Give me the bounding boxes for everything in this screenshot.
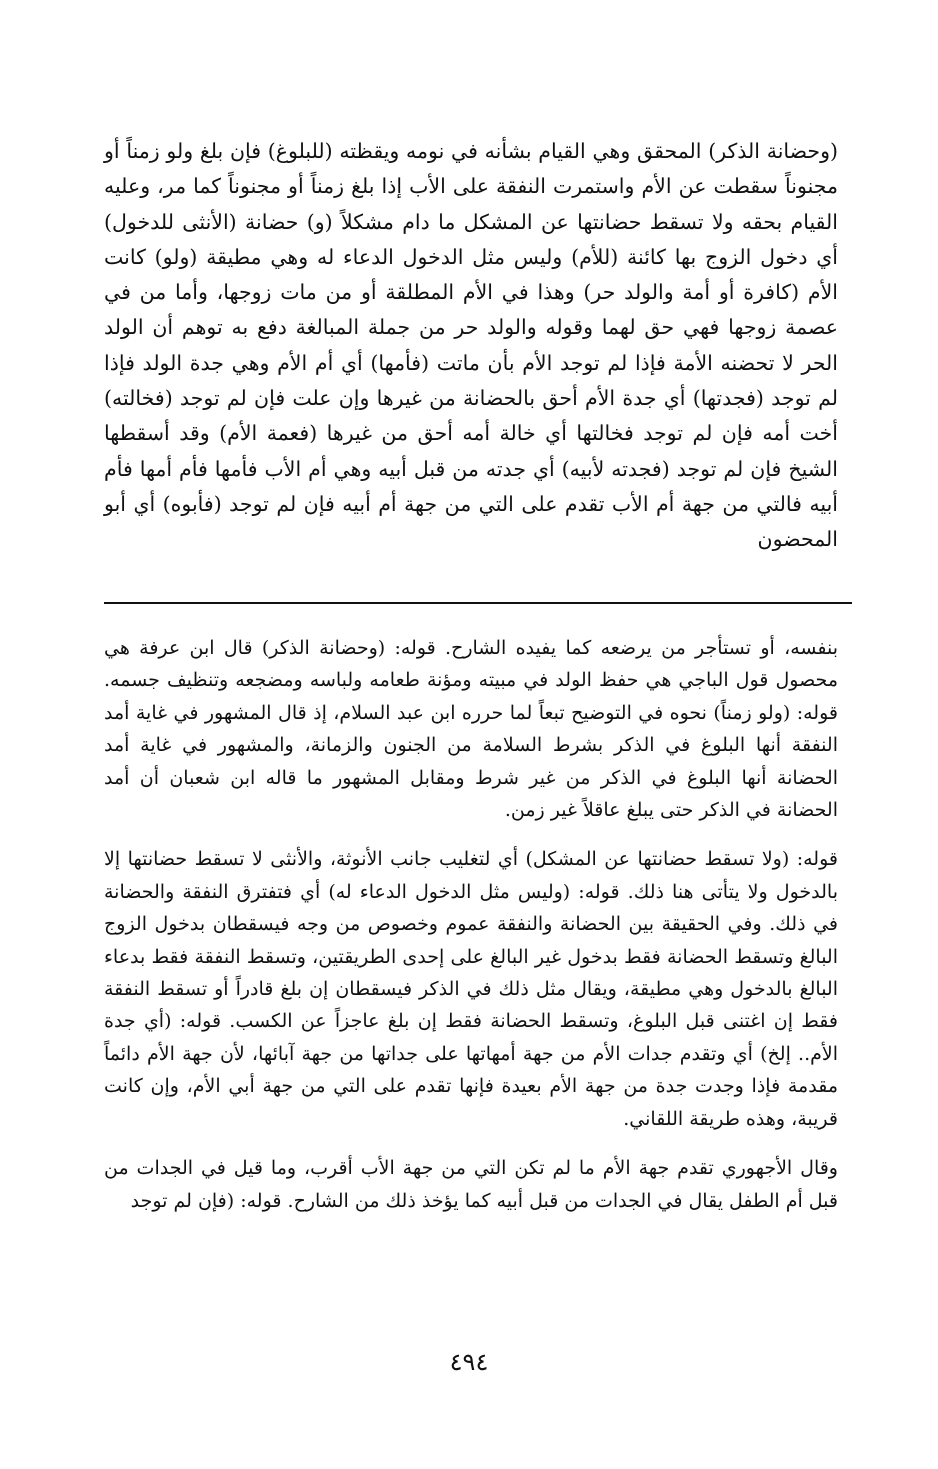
footnote-paragraph-3: وقال الأجهوري تقدم جهة الأم ما لم تكن التي من جهة الأب أقرب، وما قيل في الجدات من قبل أم الطفل يقال في الجدات من قبل أبيه كما يؤخذ ذلك من الشارح. قوله: (فإن لم توجد bbox=[104, 1157, 838, 1212]
main-paragraph: (وحضانة الذكر) المحقق وهي القيام بشأنه في نومه ويقظته (للبلوغ) فإن بلغ ولو زمناً أو مجنوناً سقطت عن الأم واستمرت النفقة على الأب إذا بلغ زمناً أو مجنوناً كما مر، وعليه القيام بحقه ولا تسقط حضانتها عن المشكل ما دام مشكلاً (و) حضانة (الأنثى للدخول) أي دخول الزوج بها كائنة (للأم) وليس مثل الدخول الدعاء له وهي مطيقة (ولو) كانت الأم (كافرة أو أمة والولد حر) وهذا في الأم المطلقة أو من مات زوجها، وأما من في عصمة زوجها فهي حق لهما وقوله والولد حر من جملة المبالغة دفع به توهم أن الولد الحر لا تحضنه الأمة فإذا لم توجد الأم بأن ماتت (فأمها) أي أم الأم وهي جدة الولد فإذا لم توجد (فجدتها) أي جدة الأم أحق بالحضانة من غيرها وإن علت فإن لم توجد (فخالته) أخت أمه فإن لم توجد فخالتها أي خالة أمه أحق من غيرها (فعمة الأم) وقد أسقطها الشيخ فإن لم توجد (فجدته لأبيه) أي جدته من قبل أبيه وهي أم الأب فأمها فأم أمها فأم أبيه فالتي من جهة أم الأب تقدم على التي من جهة أم أبيه فإن لم توجد (فأبوه) أي أبو المحضون bbox=[104, 139, 838, 552]
page-number: ٤٩٤ bbox=[449, 1348, 489, 1376]
footnote-separator bbox=[104, 602, 852, 604]
main-text-block bbox=[104, 134, 838, 558]
footnotes-block bbox=[104, 632, 838, 1234]
footnote-paragraph-1: بنفسه، أو تستأجر من يرضعه كما يفيده الشارح. قوله: (وحضانة الذكر) قال ابن عرفة هي محصول قول الباجي هي حفظ الولد في مبيته ومؤنة طعامه ولباسه ومضجعه وتنظيف جسمه. قوله: (ولو زمناً) نحوه في التوضيح تبعاً لما حرره ابن عبد السلام، إذ قال المشهور في غاية أمد النفقة أنها البلوغ في الذكر بشرط السلامة من الجنون والزمانة، والمشهور في غاية أمد الحضانة أنها البلوغ في الذكر من غير شرط ومقابل المشهور ما قاله ابن شعبان أن أمد الحضانة في الذكر حتى يبلغ عاقلاً غير زمن. bbox=[104, 637, 838, 822]
footnote-paragraph-2: قوله: (ولا تسقط حضانتها عن المشكل) أي لتغليب جانب الأنوثة، والأنثى لا تسقط حضانتها إلا بالدخول ولا يتأتى هنا ذلك. قوله: (وليس مثل الدخول الدعاء له) أي فتفترق النفقة والحضانة في ذلك. وفي الحقيقة بين الحضانة والنفقة عموم وخصوص من وجه فيسقطان بدخول الزوج البالغ وتسقط الحضانة فقط بدخول غير البالغ على إحدى الطريقتين، وتسقط النفقة فقط بدعاء البالغ بالدخول وهي مطيقة، ويقال مثل ذلك في الذكر فيسقطان إن بلغ قادراً أو تسقط النفقة فقط إن اغتنى قبل البلوغ، وتسقط الحضانة فقط إن بلغ عاجزاً عن الكسب. قوله: (أي جدة الأم.. إلخ) أي وتقدم جدات الأم من جهة أمهاتها على جداتها من جهة آبائها، لأن جهة الأم دائماً مقدمة فإذا وجدت جدة من جهة الأم بعيدة فإنها تقدم على التي من جهة أبي الأم، وإن كانت قريبة، وهذه طريقة اللقاني. bbox=[104, 848, 838, 1130]
